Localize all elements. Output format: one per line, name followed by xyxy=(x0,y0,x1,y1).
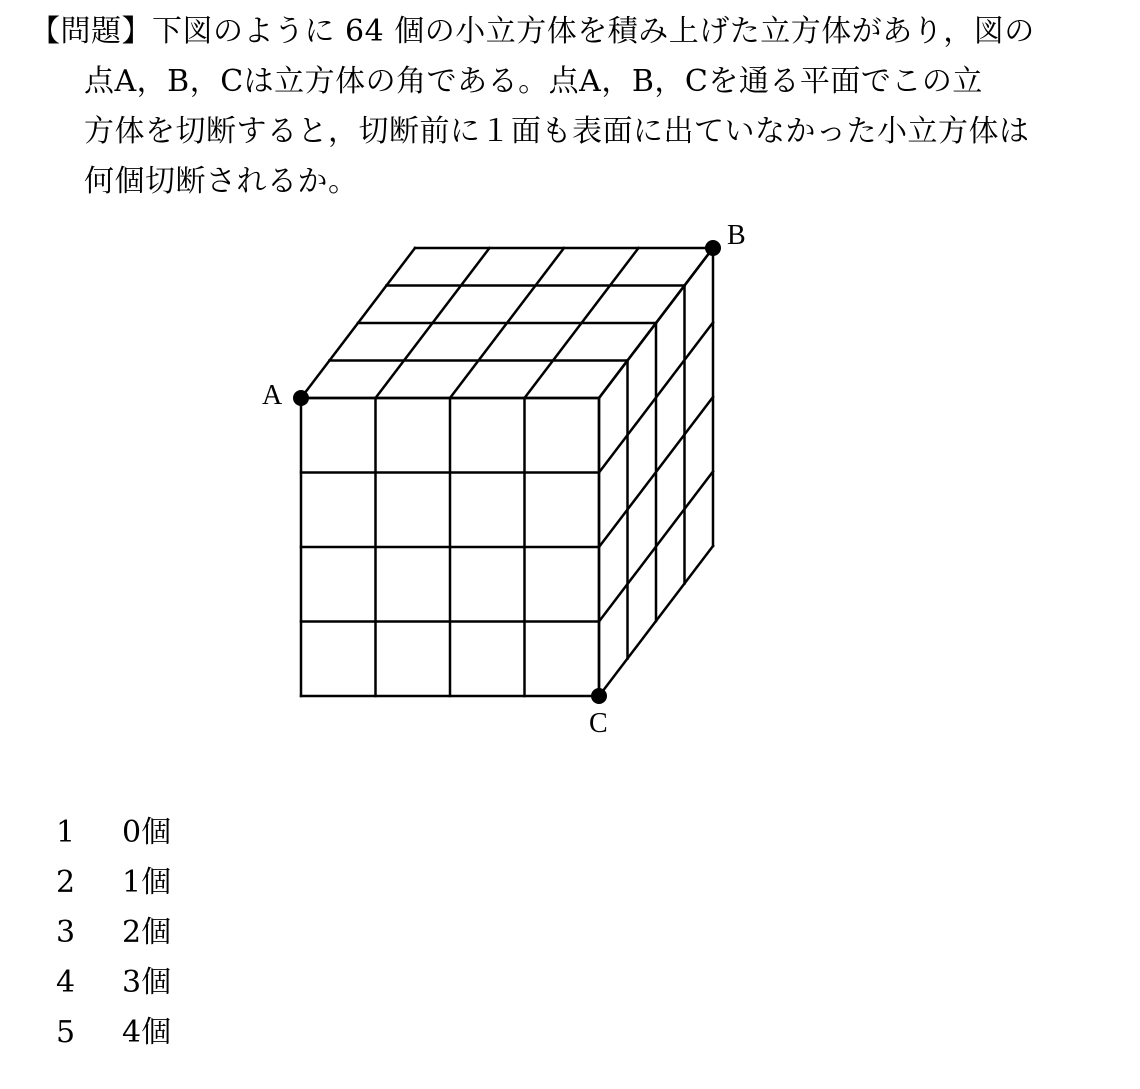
problem-line-3: 方体を切断すると，切断前に１面も表面に出ていなかった小立方体は xyxy=(84,114,1030,149)
problem-line-2: 点A，B，Cは立方体の角である。点A，B，Cを通る平面でこの立 xyxy=(84,64,983,99)
label-c: C xyxy=(589,708,608,739)
problem-line-1: 【問題】下図のように 64 個の小立方体を積み上げた立方体があり，図の xyxy=(30,14,1035,49)
problem-line-4: 何個切断されるか。 xyxy=(84,164,359,199)
choice-number: 4 xyxy=(56,965,76,1000)
choice-number: 1 xyxy=(56,815,76,850)
choice-number: 3 xyxy=(56,915,76,950)
point-a xyxy=(293,390,309,406)
choice-text: 0個 xyxy=(122,815,172,850)
choice-number: 2 xyxy=(56,865,76,900)
choice-text: 3個 xyxy=(122,965,172,1000)
point-b xyxy=(705,240,721,256)
label-b: B xyxy=(727,220,746,251)
point-c xyxy=(591,688,607,704)
choice-text: 4個 xyxy=(122,1015,172,1050)
choice-text: 1個 xyxy=(122,865,172,900)
choice-text: 2個 xyxy=(122,915,172,950)
choice-number: 5 xyxy=(56,1015,76,1050)
label-a: A xyxy=(262,380,283,411)
cube-grid-lines xyxy=(301,248,713,696)
